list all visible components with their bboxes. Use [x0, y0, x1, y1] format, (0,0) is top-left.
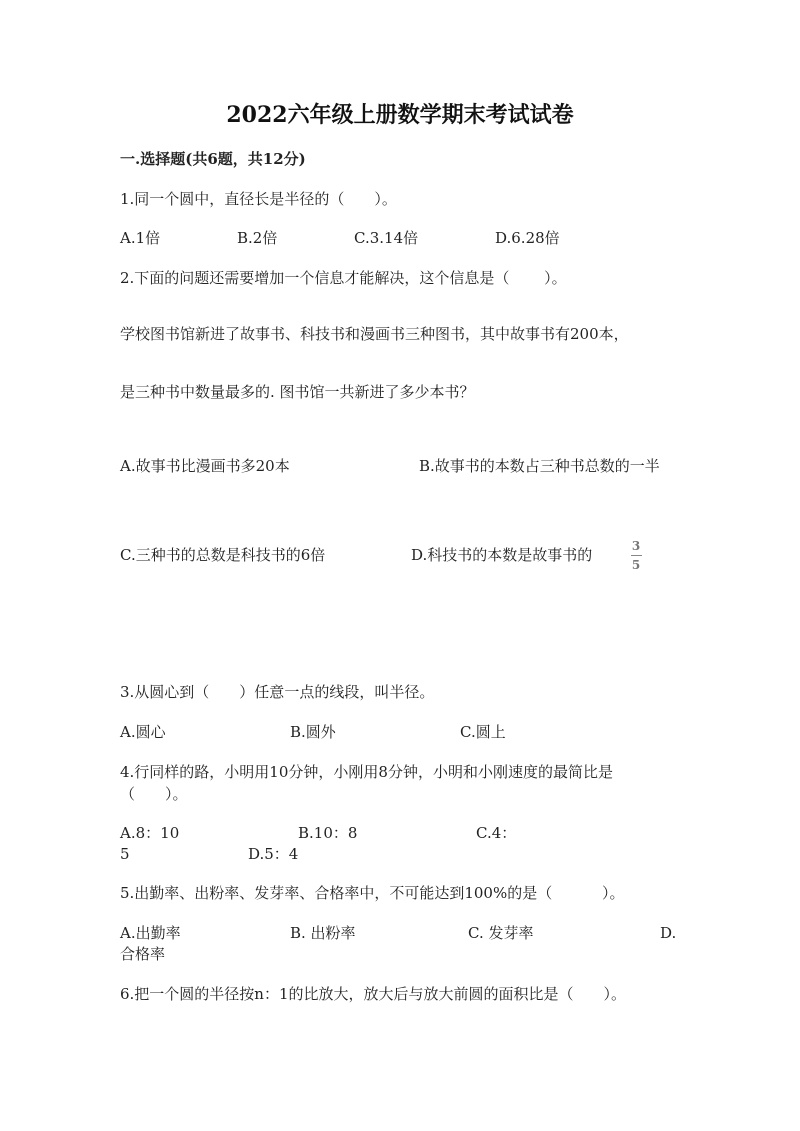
- question-3-option-b: B.圆外: [290, 723, 336, 741]
- section-heading: 一.选择题(共6题，共12分): [120, 150, 306, 168]
- question-3-option-c: C.圆上: [460, 723, 506, 741]
- question-5-option-d-continued: 合格率: [120, 945, 166, 963]
- question-5-option-c: C. 发芽率: [468, 924, 534, 942]
- question-4-option-c-continued: 5: [120, 845, 130, 863]
- question-5-option-b: B. 出粉率: [290, 924, 356, 942]
- question-1-option-d: D.6.28倍: [495, 229, 560, 247]
- question-1-option-a: A.1倍: [120, 229, 161, 247]
- question-2-stem: 2.下面的问题还需要增加一个信息才能解决，这个信息是（ ）。: [120, 269, 567, 287]
- question-1-option-c: C.3.14倍: [354, 229, 419, 247]
- question-4-option-a: A.8：10: [120, 824, 180, 842]
- question-2-option-d-fraction: [629, 539, 643, 572]
- question-3-stem: 3.从圆心到（ ）任意一点的线段，叫半径。: [120, 683, 435, 701]
- page-title: 2022六年级上册数学期末考试试卷: [226, 102, 574, 128]
- question-1-option-b: B.2倍: [237, 229, 278, 247]
- question-4-stem-line-1: 4.行同样的路，小明用10分钟，小刚用8分钟，小明和小刚速度的最简比是: [120, 763, 613, 781]
- fraction-denominator: 5: [631, 558, 641, 572]
- question-5-stem: 5.出勤率、出粉率、发芽率、合格率中，不可能达到100%的是（ ）。: [120, 884, 625, 902]
- fraction-numerator: 3: [631, 539, 641, 553]
- question-1-stem: 1.同一个圆中，直径长是半径的（ ）。: [120, 190, 397, 208]
- question-2-passage-line-2: 是三种书中数量最多的. 图书馆一共新进了多少本书？: [120, 383, 475, 401]
- question-2-option-d: D.科技书的本数是故事书的: [411, 546, 593, 564]
- question-2-option-c: C.三种书的总数是科技书的6倍: [120, 546, 326, 564]
- question-2-passage-line-1: 学校图书馆新进了故事书、科技书和漫画书三种图书，其中故事书有200本，: [120, 325, 629, 343]
- question-4-option-d: D.5：4: [248, 845, 299, 863]
- question-2-option-a: A.故事书比漫画书多20本: [120, 457, 290, 475]
- question-4-option-b: B.10：8: [298, 824, 358, 842]
- question-5-option-a: A.出勤率: [120, 924, 181, 942]
- question-4-stem-line-2: （ ）。: [120, 785, 188, 803]
- question-3-option-a: A.圆心: [120, 723, 166, 741]
- question-5-option-d: D.: [660, 924, 677, 942]
- question-6-stem: 6.把一个圆的半径按n：1的比放大，放大后与放大前圆的面积比是（ ）。: [120, 985, 627, 1003]
- question-2-option-b: B.故事书的本数占三种书总数的一半: [419, 457, 660, 475]
- fraction-bar: [631, 555, 642, 556]
- question-4-option-c: C.4：: [476, 824, 517, 842]
